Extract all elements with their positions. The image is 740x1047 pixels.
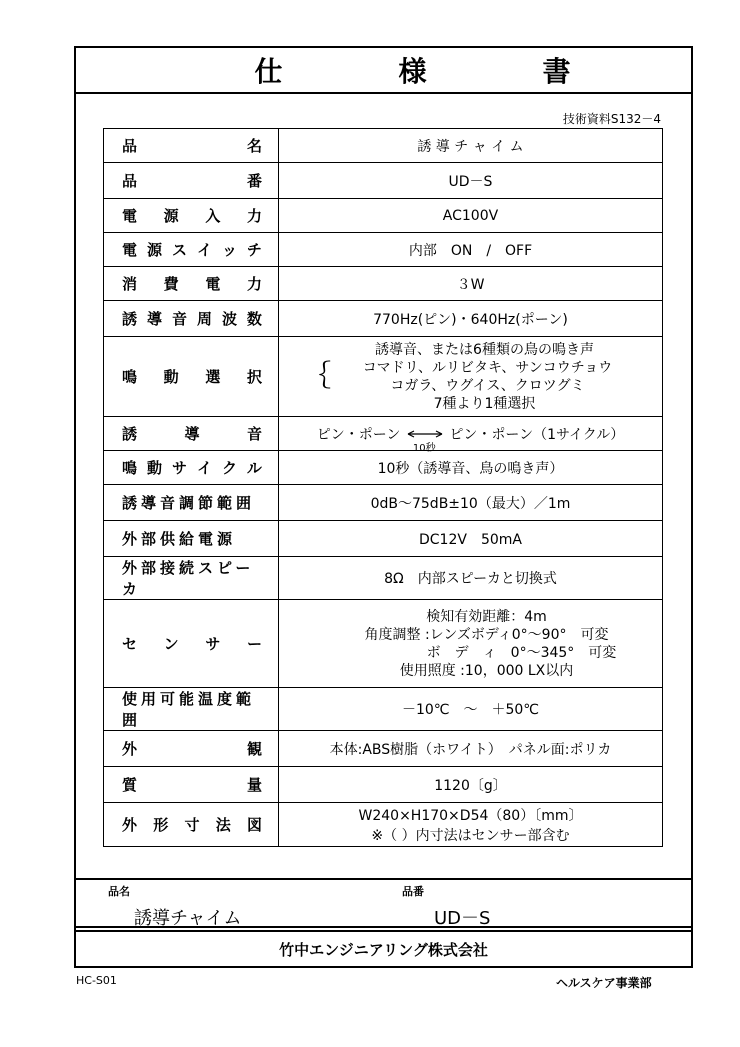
label-char: 鳴 (122, 459, 138, 477)
label-text (104, 135, 278, 156)
table-row (104, 163, 663, 199)
cycle-arrow (405, 427, 445, 454)
row-label (104, 129, 279, 163)
row-label (104, 233, 279, 267)
label-char: 動 (163, 368, 179, 386)
label-char: 寸 (184, 816, 200, 834)
label-char: 電 (122, 207, 138, 225)
doc-reference: 技術資料S132－4 (562, 112, 661, 126)
row-value: 内部 ON / OFF (279, 233, 663, 267)
label-char: 費 (163, 275, 179, 293)
row-value: 本体:ABS樹脂（ホワイト） パネル面:ポリカ (279, 731, 663, 767)
bracket-left: ｛ (303, 358, 332, 392)
label-text: 外部供給電源 (122, 530, 237, 548)
label-text: 外部接続スピーカ (122, 559, 255, 598)
label-text (104, 423, 278, 444)
row-label (104, 521, 279, 557)
label-text (104, 205, 278, 226)
label-char: 力 (246, 207, 262, 225)
row-label (104, 301, 279, 337)
spec-sheet-frame (74, 46, 693, 928)
row-value (279, 803, 663, 847)
label-text (104, 366, 278, 387)
row-label (104, 163, 279, 199)
label-char: ン (163, 635, 179, 653)
label-char: 誘 (122, 425, 138, 443)
label-char: 外 (122, 816, 138, 834)
title-bar (76, 48, 691, 94)
label-char: 質 (122, 776, 138, 794)
row-label (104, 337, 279, 417)
row-value: UD－S (279, 163, 663, 199)
table-row (104, 267, 663, 301)
label-char: 動 (146, 459, 162, 477)
title-char-2: 様 (398, 55, 485, 88)
row-value: ３W (279, 267, 663, 301)
double-arrow-icon (405, 429, 445, 439)
label-char: イ (196, 459, 212, 477)
title-char-1: 仕 (254, 55, 341, 88)
table-row (104, 557, 663, 600)
label-char: セ (122, 635, 138, 653)
table-row (104, 199, 663, 233)
label-text (104, 170, 278, 191)
row-label (104, 451, 279, 485)
label-char: 音 (246, 425, 262, 443)
label-char: 電 (122, 241, 138, 259)
company-name: 竹中エンジニアリング株式会社 (279, 940, 488, 959)
value-line: W240×H170×D54（80）〔mm〕 (358, 807, 583, 824)
label-text: 使用可能温度範囲 (122, 690, 256, 729)
value-line: 検知有効距離：4m (426, 608, 547, 625)
table-row (104, 485, 663, 521)
label-text (104, 457, 278, 478)
value-line: 誘導音、または6種類の鳥の鳴き声 (375, 341, 594, 358)
label-text: 誘導音調節範囲 (122, 494, 256, 512)
label-char: チ (246, 241, 262, 259)
row-value: 誘 導 チ ャ イ ム (279, 129, 663, 163)
label-char: 電 (205, 275, 221, 293)
label-char: 品 (122, 137, 138, 155)
footer-name-label: 品名 (108, 885, 130, 898)
value-line-bracketed (303, 358, 662, 395)
label-char: 名 (246, 137, 262, 155)
label-char: 法 (215, 816, 231, 834)
label-char: 量 (246, 776, 262, 794)
label-char: 消 (122, 275, 138, 293)
table-row (104, 521, 663, 557)
doc-code: HC-S01 (76, 974, 117, 987)
row-value: 0dB～75dB±10（最大）／1m (279, 485, 663, 521)
sound-b: ピン・ポーン（1サイクル） (449, 426, 625, 443)
label-char: 源 (163, 207, 179, 225)
value-line: 角度調整 :レンズボディ0°～90° 可変 (364, 626, 609, 643)
label-char: 導 (184, 425, 200, 443)
sound-a: ピン・ポーン (316, 426, 401, 443)
row-value: 1120〔g〕 (279, 767, 663, 803)
row-label (104, 485, 279, 521)
row-value (279, 337, 663, 417)
row-value (279, 600, 663, 688)
label-char: ッ (221, 241, 237, 259)
row-value (279, 417, 663, 454)
label-char: 数 (246, 310, 262, 328)
label-text (104, 239, 278, 260)
table-row (104, 233, 663, 267)
value-line: コガラ、ウグイス、クロツグミ (390, 377, 585, 394)
label-char: 誘 (122, 310, 138, 328)
label-text (104, 738, 278, 759)
label-char: 音 (171, 310, 187, 328)
label-char: 外 (122, 740, 138, 758)
table-row (104, 417, 663, 451)
label-char: 力 (246, 275, 262, 293)
department: ヘルスケア事業部 (556, 976, 652, 990)
row-label (104, 688, 279, 731)
footer (74, 878, 693, 968)
label-char: ス (171, 241, 187, 259)
label-char: 導 (146, 310, 162, 328)
row-label (104, 731, 279, 767)
label-char: 波 (221, 310, 237, 328)
label-text (104, 308, 278, 329)
row-label (104, 803, 279, 847)
title-char-3: 書 (542, 55, 571, 88)
footer-product-row (76, 880, 691, 932)
row-value: 770Hz(ピン)・640Hz(ポーン) (279, 301, 663, 337)
row-value: 10秒（誘導音、鳥の鳴き声） (279, 451, 663, 485)
label-char: サ (205, 635, 221, 653)
label-char: サ (171, 459, 187, 477)
value-line: コマドリ、ルリビタキ、サンコウチョウ (362, 359, 613, 376)
row-label (104, 600, 279, 688)
row-value: －10℃ ～ ＋50℃ (279, 688, 663, 731)
value-line: 使用照度 :10，000 LX以内 (399, 662, 574, 679)
row-label (104, 767, 279, 803)
row-label (104, 557, 279, 600)
row-label (104, 199, 279, 233)
table-row (104, 767, 663, 803)
row-value: AC100V (279, 199, 663, 233)
label-char: 品 (122, 172, 138, 190)
label-text (104, 273, 278, 294)
label-char: 周 (196, 310, 212, 328)
label-text (104, 814, 278, 835)
label-char: ル (246, 459, 262, 477)
label-char: 源 (146, 241, 162, 259)
row-value: DC12V 50mA (279, 521, 663, 557)
label-char: イ (196, 241, 212, 259)
label-text (104, 774, 278, 795)
spec-table (103, 128, 663, 847)
label-char: 鳴 (122, 368, 138, 386)
label-char: ー (246, 635, 262, 653)
table-row (104, 688, 663, 731)
value-line: ボ デ ィ 0°～345° 可変 (356, 644, 617, 661)
label-char: 入 (205, 207, 221, 225)
label-text (104, 633, 278, 654)
label-char: 択 (246, 368, 262, 386)
cycle-interval: 10秒 (412, 442, 436, 454)
label-char: 観 (246, 740, 262, 758)
value-line: 7種より1種選択 (433, 395, 536, 412)
value-line: ※（ ）内寸法はセンサー部含む (371, 827, 570, 844)
label-char: 選 (205, 368, 221, 386)
table-row (104, 600, 663, 688)
footer-name-value: 誘導チャイム (134, 908, 242, 929)
table-row (104, 129, 663, 163)
label-char: 番 (246, 172, 262, 190)
table-row (104, 451, 663, 485)
row-label (104, 417, 279, 451)
table-row (104, 731, 663, 767)
footer-number-label: 品番 (402, 885, 424, 898)
footer-number-value: UD－S (434, 908, 491, 929)
label-char: 形 (153, 816, 169, 834)
label-char: ク (221, 459, 237, 477)
table-row (104, 803, 663, 847)
label-char: 図 (246, 816, 262, 834)
table-row (104, 337, 663, 417)
row-label (104, 267, 279, 301)
row-value: 8Ω 内部スピーカと切換式 (279, 557, 663, 600)
table-row (104, 301, 663, 337)
